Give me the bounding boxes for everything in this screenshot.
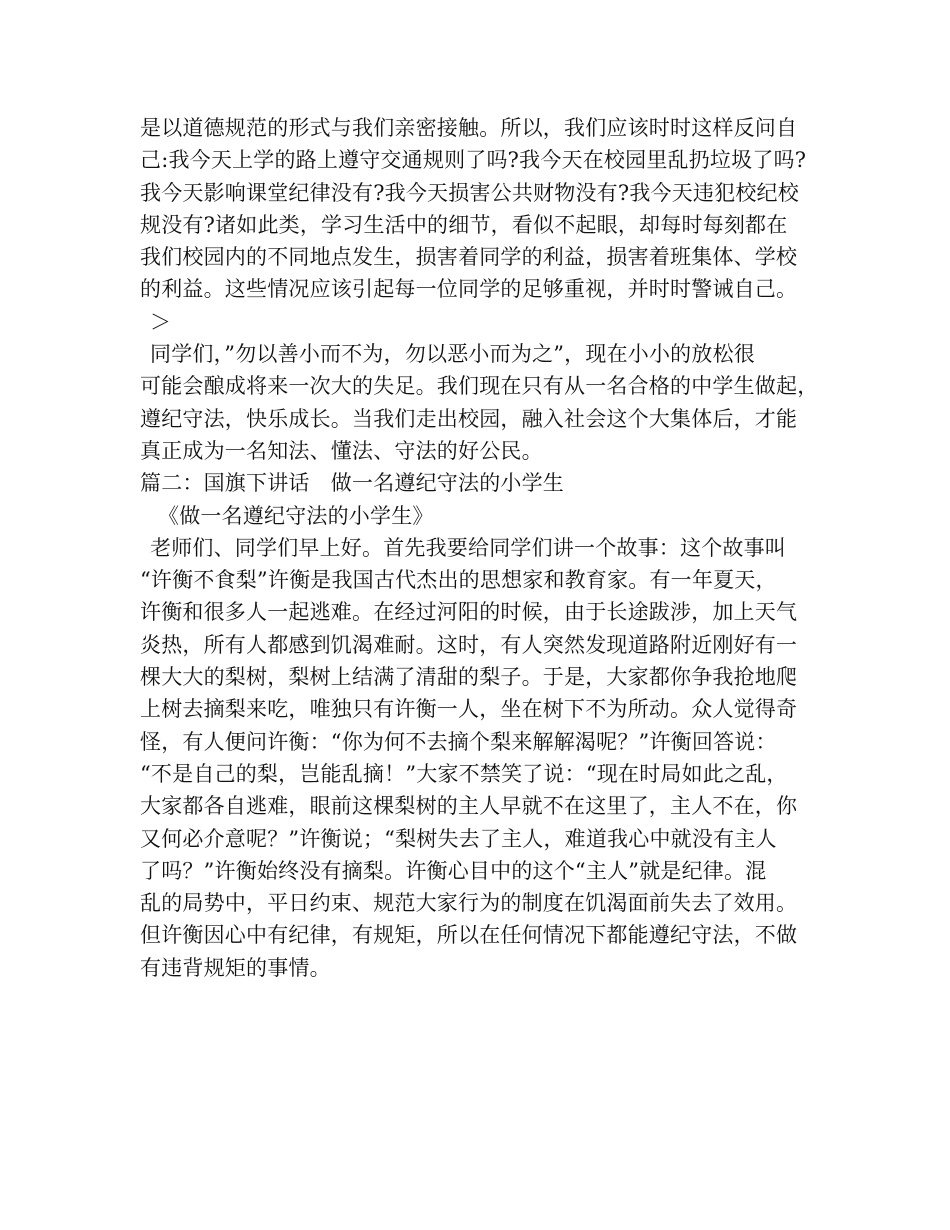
text-line: 棵大大的梨树，梨树上结满了清甜的梨子。于是，大家都你争我抢地爬	[140, 665, 798, 690]
text-line: 但许衡因心中有纪律，有规矩，所以在任何情况下都能遵纪守法，不做	[140, 923, 798, 948]
text-line: 规没有?诸如此类，学习生活中的细节，看似不起眼，却每时每刻都在	[140, 212, 788, 237]
text-line: 许衡和很多人一起逃难。在经过河阳的时候，由于长途跋涉，加上天气	[140, 600, 798, 625]
text-line: 有违背规矩的事情。	[140, 955, 331, 980]
text-line: “不是自己的梨，岂能乱摘！”大家不禁笑了说：“现在时局如此之乱，	[140, 761, 788, 786]
text-line: 大家都各自逃难，眼前这棵梨树的主人早就不在这里了，主人不在，你	[140, 794, 798, 819]
text-line: “许衡不食梨”许衡是我国古代杰出的思想家和教育家。有一年夏天，	[140, 568, 777, 593]
text-line: 我今天影响课堂纪律没有?我今天损害公共财物没有?我今天违犯校纪校	[140, 180, 799, 205]
section-heading: 篇二：国旗下讲话 做一名遵纪守法的小学生	[140, 471, 564, 496]
text-line: 了吗？”许衡始终没有摘梨。许衡心目中的这个“主人”就是纪律。混	[140, 858, 767, 883]
text-line: 己:我今天上学的路上遵守交通规则了吗?我今天在校园里乱扔垃圾了吗?	[140, 148, 807, 173]
text-line: 怪，有人便问许衡：“你为何不去摘个梨来解解渴呢？”许衡回答说：	[140, 729, 777, 754]
text-line: 又何必介意呢？”许衡说；“梨树失去了主人，难道我心中就没有主人	[140, 826, 777, 851]
text-line: 是以道德规范的形式与我们亲密接触。所以，我们应该时时这样反问自	[140, 116, 798, 140]
text-line: 上树去摘梨来吃，唯独只有许衡一人，坐在树下不为所动。众人觉得奇	[140, 697, 798, 722]
text-line: 可能会酿成将来一次大的失足。我们现在只有从一名合格的中学生做起，	[140, 374, 819, 399]
document-title: 《做一名遵纪守法的小学生》	[158, 503, 434, 528]
text-line: ＞	[150, 309, 172, 334]
text-line: 真正成为一名知法、懂法、守法的好公民。	[140, 438, 543, 463]
text-line: 我们校园内的不同地点发生，损害着同学的利益，损害着班集体、学校	[140, 245, 798, 270]
text-line: 炎热，所有人都感到饥渴难耐。这时，有人突然发现道路附近刚好有一	[140, 632, 798, 657]
text-line: 同学们，”勿以善小而不为，勿以恶小而为之”，现在小小的放松很	[150, 342, 755, 367]
text-line: 遵纪守法，快乐成长。当我们走出校园，融入社会这个大集体后，才能	[140, 406, 798, 431]
text-line: 乱的局势中，平日约束、规范大家行为的制度在饥渴面前失去了效用。	[140, 891, 798, 916]
document-page	[140, 112, 830, 984]
text-line: 老师们、同学们早上好。首先我要给同学们讲一个故事：这个故事叫	[150, 535, 786, 560]
text-line: 的利益。这些情况应该引起每一位同学的足够重视，并时时警诫自己。	[140, 277, 798, 302]
